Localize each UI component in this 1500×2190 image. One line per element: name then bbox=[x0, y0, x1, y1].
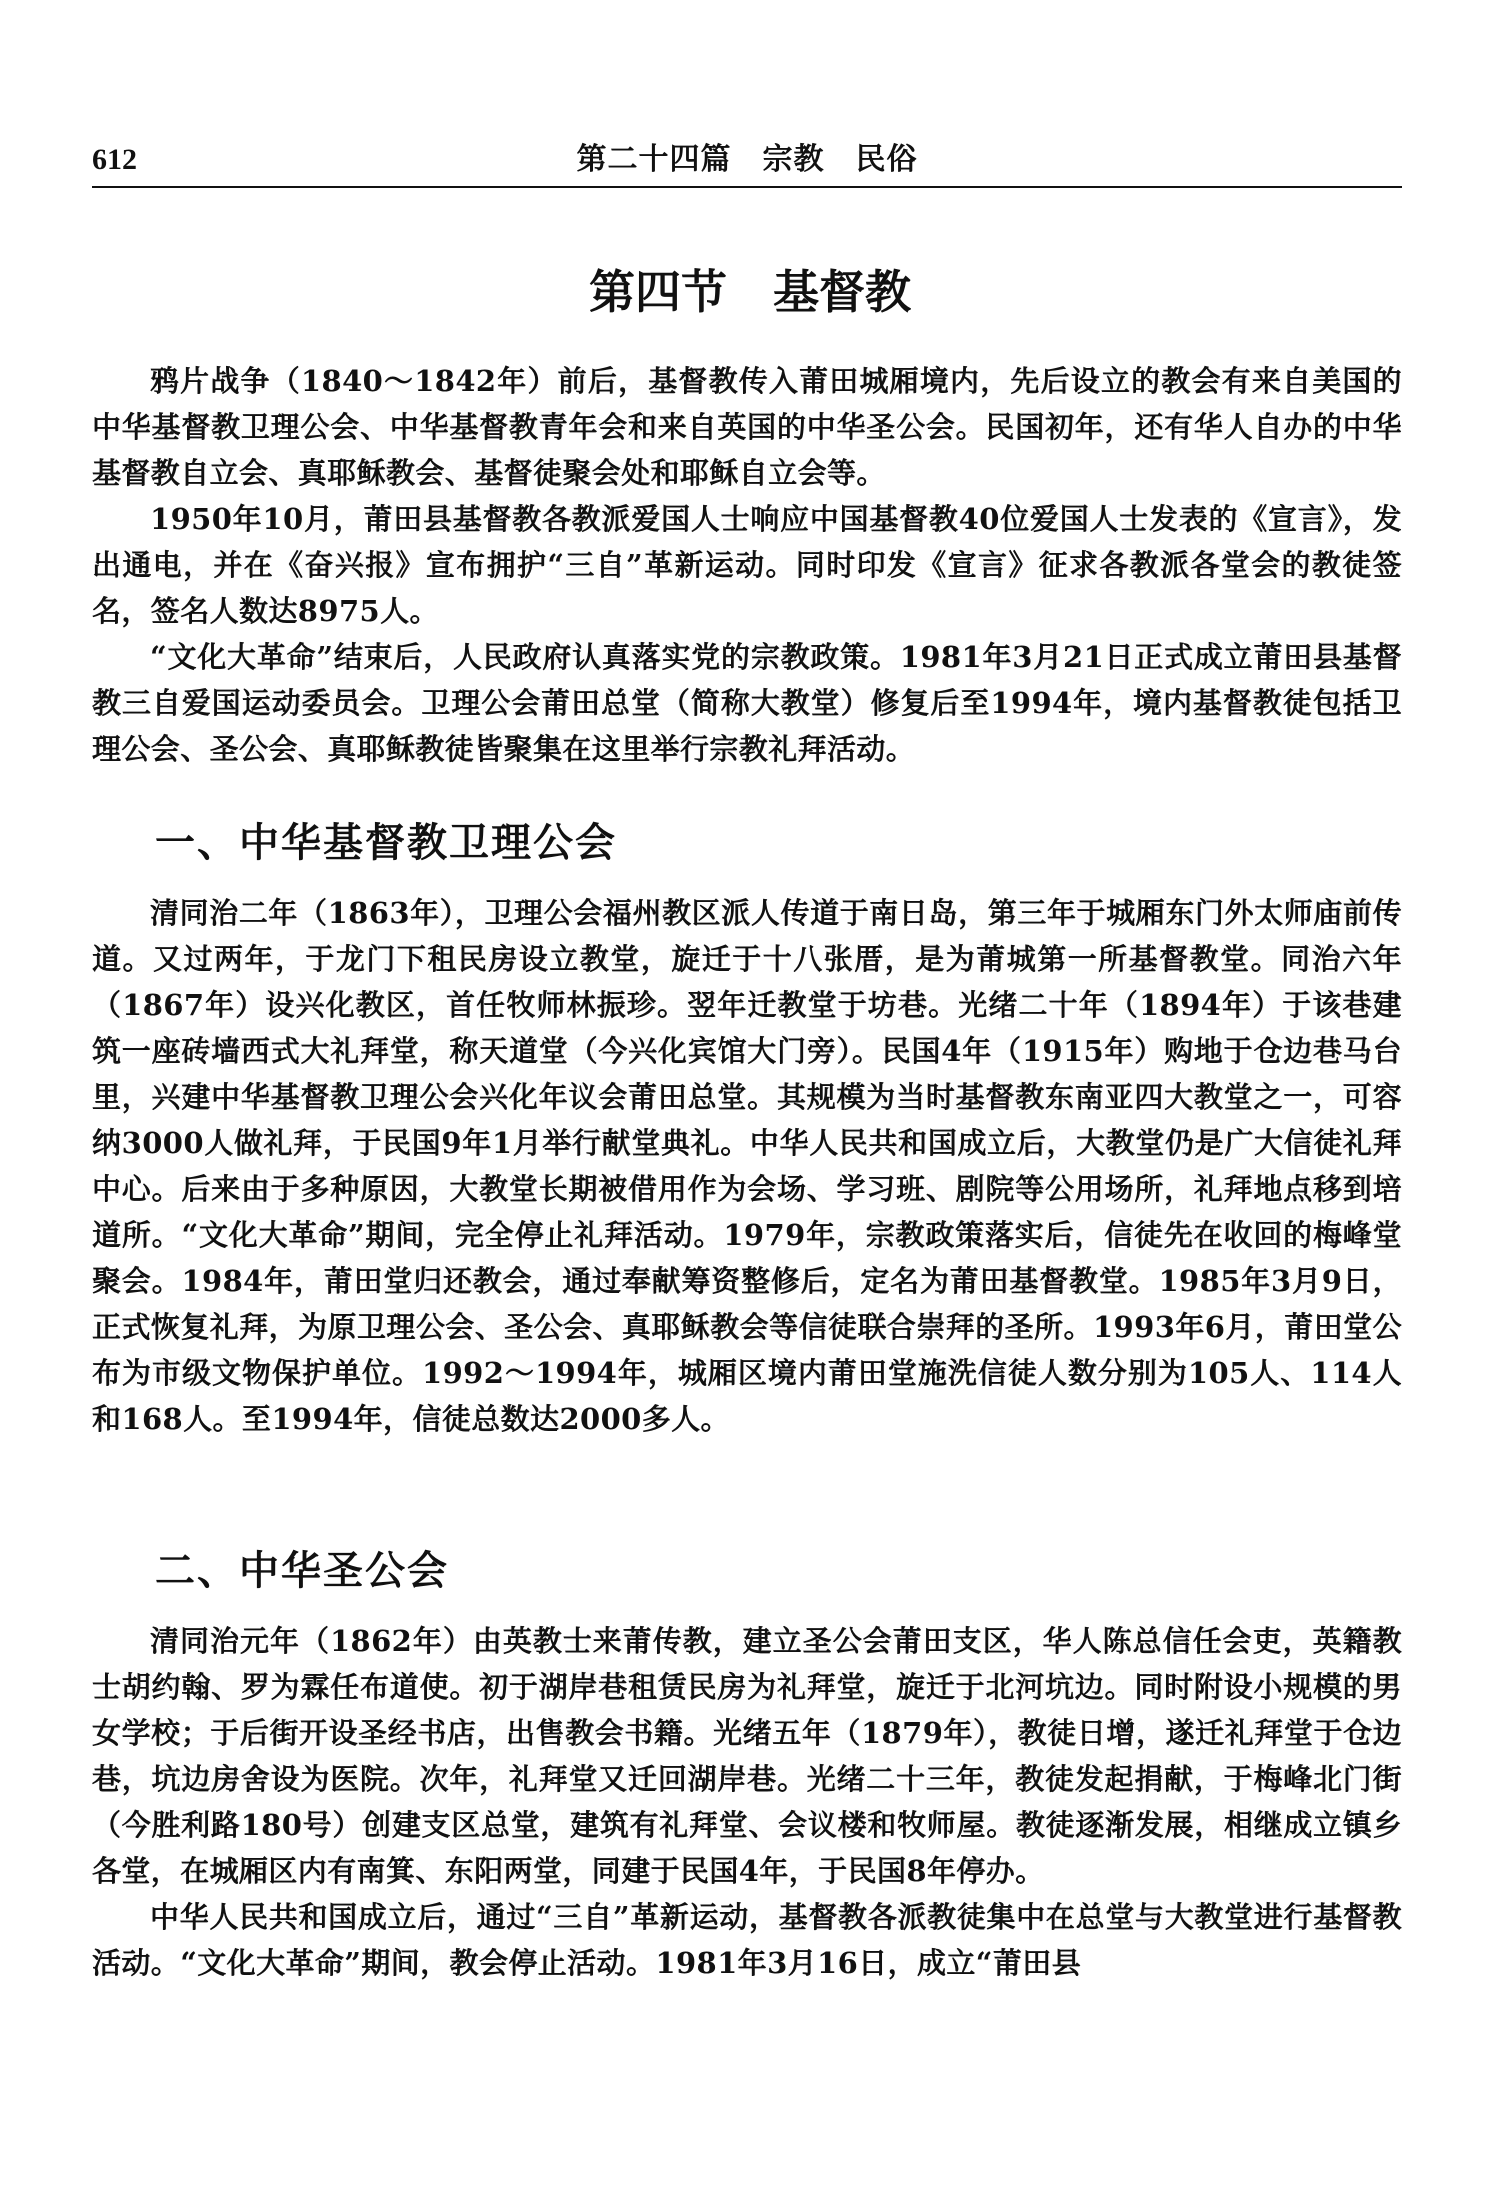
running-header bbox=[92, 140, 1402, 184]
body-paragraph: 清同治元年（1862年）由英教士来莆传教，建立圣公会莆田支区，华人陈总信任会吏，英籍教士胡约翰、罗为霖任布道使。初于湖岸巷租赁民房为礼拜堂，旋迁于北河坑边。同时附设小规模的男女学校；于后街开设圣经书店，出售教会书籍。光绪五年（1879年），教徒日增，遂迁礼拜堂于仓边巷，坑边房舍设为医院。次年，礼拜堂又迁回湖岸巷。光绪二十三年，教徒发起捐献，于梅峰北门街（今胜利路180号）创建支区总堂，建筑有礼拜堂、会议楼和牧师屋。教徒逐渐发展，相继成立镇乡各堂，在城厢区内有南箕、东阳两堂，同建于民国4年，于民国8年停办。 bbox=[92, 1624, 1402, 1888]
anglican-block bbox=[92, 1618, 1402, 1986]
body-paragraph: 中华人民共和国成立后，通过“三自”革新运动，基督教各派教徒集中在总堂与大教堂进行基督教活动。“文化大革命”期间，教会停止活动。1981年3月16日，成立“莆田县 bbox=[92, 1900, 1402, 1980]
running-title: 第二十四篇 宗教 民俗 bbox=[576, 142, 918, 177]
intro-paragraph: 鸦片战争（1840～1842年）前后，基督教传入莆田城厢境内，先后设立的教会有来自美国的中华基督教卫理公会、中华基督教青年会和来自英国的中华圣公会。民国初年，还有华人自办的中华基督教自立会、真耶稣教会、基督徒聚会处和耶稣自立会等。 bbox=[92, 364, 1402, 490]
subsection-heading-anglican: 二、中华圣公会 bbox=[155, 1547, 449, 1594]
body-paragraph: 清同治二年（1863年），卫理公会福州教区派人传道于南日岛，第三年于城厢东门外太师庙前传道。又过两年，于龙门下租民房设立教堂，旋迁于十八张厝，是为莆城第一所基督教堂。同治六年（1867年）设兴化教区，首任牧师林振珍。翌年迁教堂于坊巷。光绪二十年（1894年）于该巷建筑一座砖墙西式大礼拜堂，称天道堂（今兴化宾馆大门旁）。民国4年（1915年）购地于仓边巷马台里，兴建中华基督教卫理公会兴化年议会莆田总堂。其规模为当时基督教东南亚四大教堂之一，可容纳3000人做礼拜，于民国9年1月举行献堂典礼。中华人民共和国成立后，大教堂仍是广大信徒礼拜中心。后来由于多种原因，大教堂长期被借用作为会场、学习班、剧院等公用场所，礼拜地点移到培道所。“文化大革命”期间，完全停止礼拜活动。1979年，宗教政策落实后，信徒先在收回的梅峰堂聚会。1984年，莆田堂归还教会，通过奉献筹资整修后，定名为莆田基督教堂。1985年3月9日，正式恢复礼拜，为原卫理公会、圣公会、真耶稣教会等信徒联合崇拜的圣所。1993年6月，莆田堂公布为市级文物保护单位。1992～1994年，城厢区境内莆田堂施洗信徒人数分别为105人、114人和168人。至1994年，信徒总数达2000多人。 bbox=[92, 896, 1402, 1436]
intro-block bbox=[92, 358, 1402, 772]
subsection-heading-methodist: 一、中华基督教卫理公会 bbox=[155, 819, 617, 866]
section-title: 第四节 基督教 bbox=[589, 265, 911, 319]
page-number: 612 bbox=[92, 143, 137, 176]
intro-paragraph: “文化大革命”结束后，人民政府认真落实党的宗教政策。1981年3月21日正式成立莆田县基督教三自爱国运动委员会。卫理公会莆田总堂（简称大教堂）修复后至1994年，境内基督教徒包括卫理公会、圣公会、真耶稣教徒皆聚集在这里举行宗教礼拜活动。 bbox=[92, 640, 1402, 766]
intro-paragraph: 1950年10月，莆田县基督教各教派爱国人士响应中国基督教40位爱国人士发表的《宣言》，发出通电，并在《奋兴报》宣布拥护“三自”革新运动。同时印发《宣言》征求各教派各堂会的教徒签名，签名人数达8975人。 bbox=[92, 502, 1402, 628]
methodist-block bbox=[92, 890, 1402, 1442]
header-rule bbox=[92, 186, 1402, 188]
